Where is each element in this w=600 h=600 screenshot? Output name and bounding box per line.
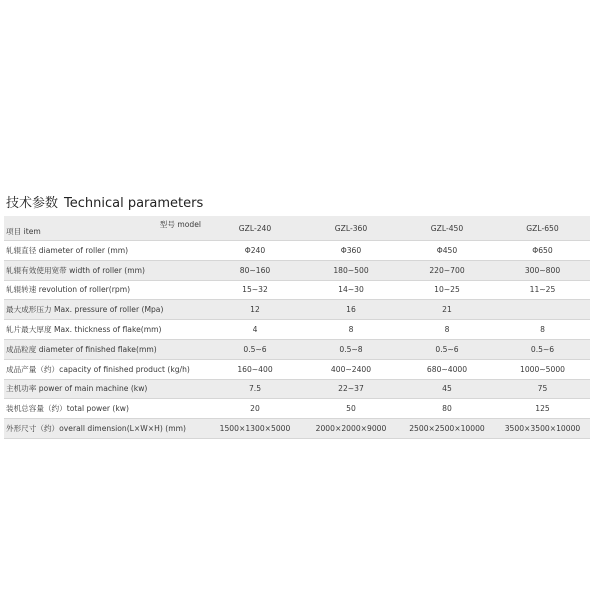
row-label: 成品产量（约）capacity of finished product (kg/h) <box>4 359 207 379</box>
value-cell: Φ240 <box>207 241 303 261</box>
table-row <box>4 320 590 340</box>
value-cell: 21 <box>399 300 495 320</box>
value-cell: 22~37 <box>303 379 399 399</box>
value-cell: 80 <box>399 399 495 419</box>
value-cell: 20 <box>207 399 303 419</box>
value-cell: 0.5~6 <box>207 339 303 359</box>
table-row <box>4 260 590 280</box>
value-cell: 50 <box>303 399 399 419</box>
value-cell: 2500×2500×10000 <box>399 419 495 439</box>
value-cell: 8 <box>303 320 399 340</box>
value-cell: 220~700 <box>399 260 495 280</box>
value-cell: Φ650 <box>495 241 590 261</box>
model-column-header: GZL-450 <box>399 216 495 241</box>
model-column-header: GZL-650 <box>495 216 590 241</box>
value-cell <box>495 300 590 320</box>
row-label: 主机功率 power of main machine (kw) <box>4 379 207 399</box>
value-cell: 125 <box>495 399 590 419</box>
value-cell: 8 <box>495 320 590 340</box>
page-title <box>6 192 203 211</box>
table-row <box>4 359 590 379</box>
value-cell: 4 <box>207 320 303 340</box>
table-row <box>4 241 590 261</box>
table-row <box>4 419 590 439</box>
table-row <box>4 379 590 399</box>
row-label: 轧片最大厚度 Max. thickness of flake(mm) <box>4 320 207 340</box>
value-cell: 0.5~8 <box>303 339 399 359</box>
value-cell: 2000×2000×9000 <box>303 419 399 439</box>
value-cell: 15~32 <box>207 280 303 300</box>
model-column-header: GZL-360 <box>303 216 399 241</box>
row-label: 轧辊转速 revolution of roller(rpm) <box>4 280 207 300</box>
row-label: 外形尺寸（约）overall dimension(L×W×H) (mm) <box>4 419 207 439</box>
value-cell: 75 <box>495 379 590 399</box>
value-cell: 11~25 <box>495 280 590 300</box>
table-header-row <box>4 216 590 241</box>
value-cell: 45 <box>399 379 495 399</box>
row-label: 装机总容量（约）total power (kw) <box>4 399 207 419</box>
row-label: 最大成形压力 Max. pressure of roller (Mpa) <box>4 300 207 320</box>
technical-parameters-table <box>4 216 590 439</box>
value-cell: 1500×1300×5000 <box>207 419 303 439</box>
value-cell: 680~4000 <box>399 359 495 379</box>
value-cell: 80~160 <box>207 260 303 280</box>
row-label: 成品粒度 diameter of finished flake(mm) <box>4 339 207 359</box>
table-row <box>4 339 590 359</box>
item-header-label: 项目 item <box>6 227 41 236</box>
table-row <box>4 300 590 320</box>
value-cell: 0.5~6 <box>399 339 495 359</box>
value-cell: 10~25 <box>399 280 495 300</box>
table-row <box>4 280 590 300</box>
value-cell: 14~30 <box>303 280 399 300</box>
value-cell: 7.5 <box>207 379 303 399</box>
value-cell: 0.5~6 <box>495 339 590 359</box>
model-column-header: GZL-240 <box>207 216 303 241</box>
header-corner-cell <box>4 216 207 241</box>
value-cell: 12 <box>207 300 303 320</box>
table-row <box>4 399 590 419</box>
row-label: 轧辊有效使用宽带 width of roller (mm) <box>4 260 207 280</box>
model-header-label: 型号 model <box>159 220 201 229</box>
value-cell: 1000~5000 <box>495 359 590 379</box>
value-cell: 300~800 <box>495 260 590 280</box>
value-cell: Φ360 <box>303 241 399 261</box>
row-label: 轧辊直径 diameter of roller (mm) <box>4 241 207 261</box>
value-cell: 3500×3500×10000 <box>495 419 590 439</box>
value-cell: Φ450 <box>399 241 495 261</box>
value-cell: 160~400 <box>207 359 303 379</box>
title-cn: 技术参数 <box>6 196 59 211</box>
value-cell: 400~2400 <box>303 359 399 379</box>
value-cell: 180~500 <box>303 260 399 280</box>
value-cell: 16 <box>303 300 399 320</box>
title-en: Technical parameters <box>64 196 204 211</box>
value-cell: 8 <box>399 320 495 340</box>
